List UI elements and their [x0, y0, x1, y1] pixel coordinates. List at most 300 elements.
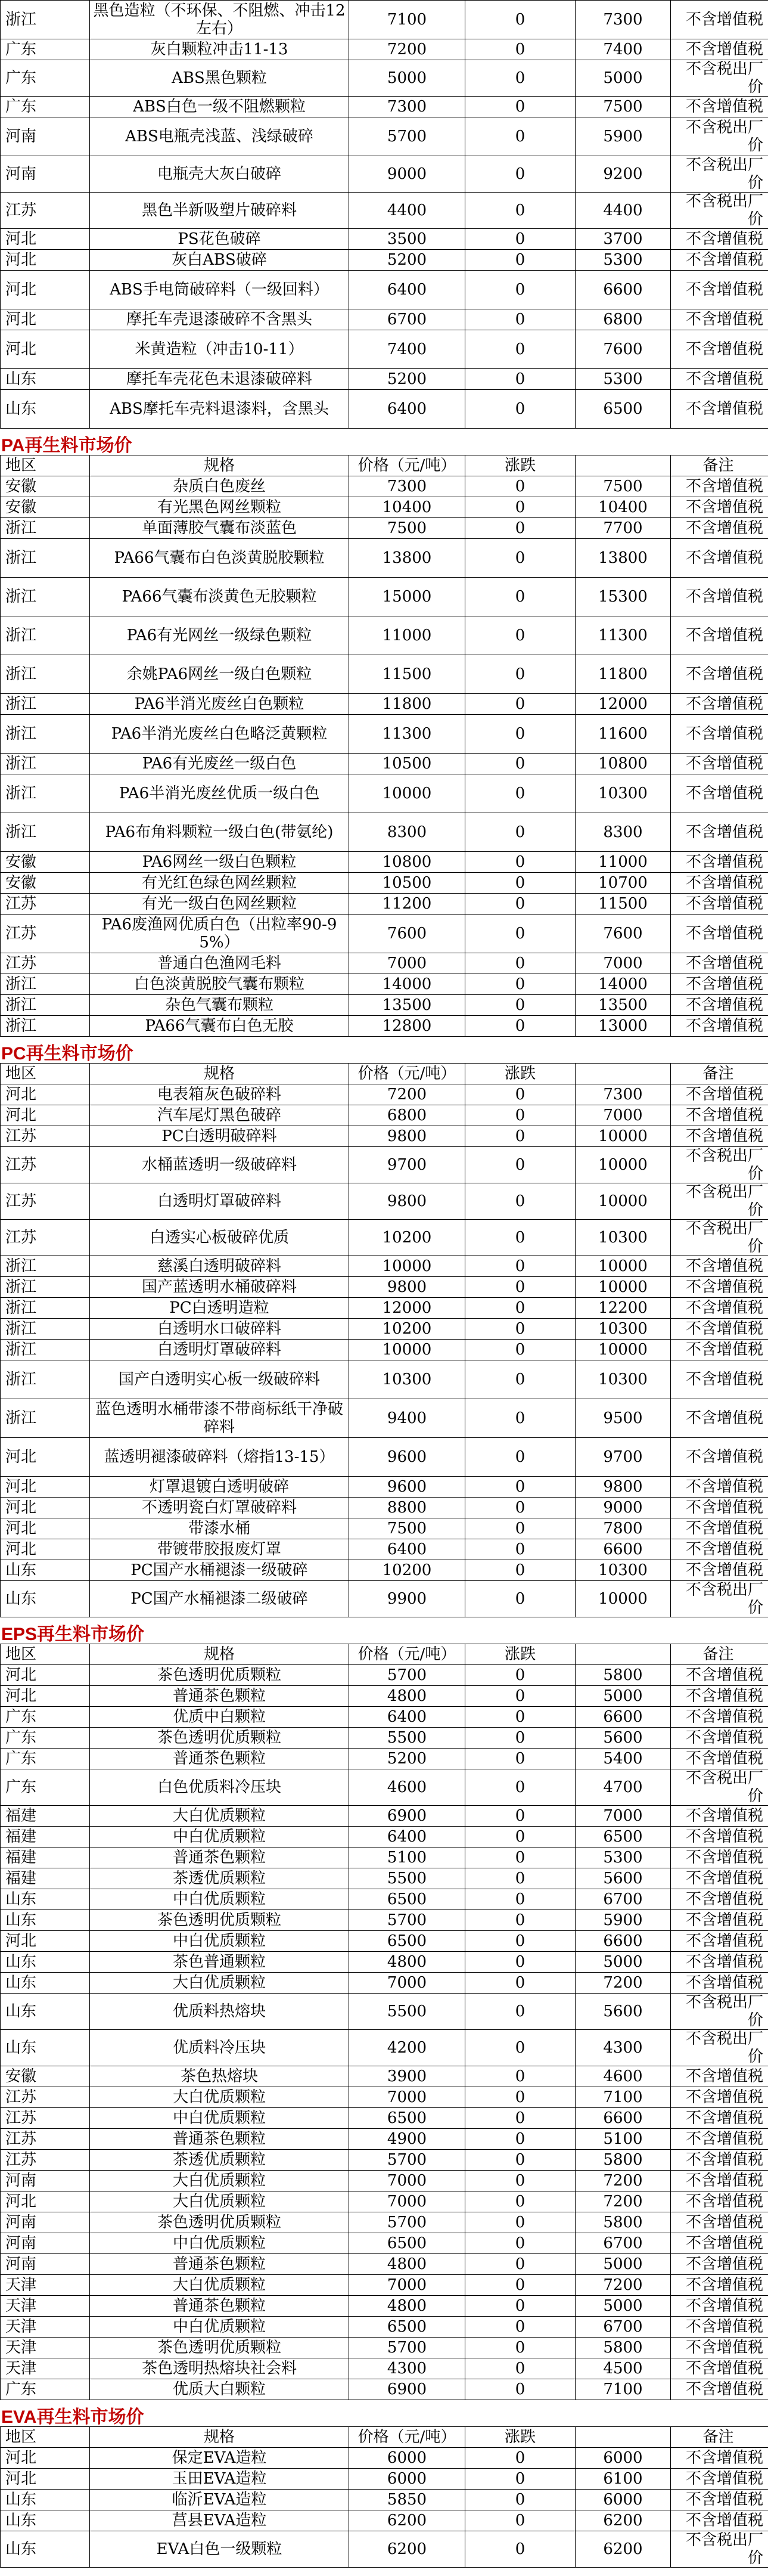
remark-cell: 不含增值税: [671, 2275, 768, 2296]
table-row: [1, 1931, 768, 1952]
previous-price-cell: 10300: [576, 1360, 671, 1399]
change-cell: 0: [465, 2379, 576, 2400]
region-cell: 河南: [1, 117, 90, 156]
previous-price-cell: 4600: [576, 2066, 671, 2087]
spec-cell: 摩托车壳退漆破碎不含黑头: [90, 309, 349, 330]
previous-price-cell: 7700: [576, 518, 671, 539]
previous-price-cell: 9800: [576, 1477, 671, 1498]
spec-cell: 杂色气囊布颗粒: [90, 995, 349, 1016]
previous-price-cell: 5100: [576, 2129, 671, 2150]
price-cell: 10000: [349, 774, 465, 813]
region-cell: 河北: [1, 1518, 90, 1539]
price-cell: 5850: [349, 2490, 465, 2510]
change-cell: 0: [465, 518, 576, 539]
price-cell: 12000: [349, 1298, 465, 1319]
table-row: [1, 1749, 768, 1769]
table-row: [1, 873, 768, 894]
price-cell: 9600: [349, 1438, 465, 1477]
previous-price-cell: 5300: [576, 1847, 671, 1868]
previous-price-cell: 12000: [576, 694, 671, 715]
table-row: [1, 271, 768, 309]
table-row: [1, 1126, 768, 1147]
table-row: [1, 2531, 768, 2568]
table-row: [1, 330, 768, 369]
previous-price-cell: 10300: [576, 1319, 671, 1340]
change-cell: 0: [465, 1183, 576, 1220]
change-cell: 0: [465, 1256, 576, 1277]
remark-cell: 不含增值税: [671, 2469, 768, 2490]
previous-price-cell: 5000: [576, 1952, 671, 1973]
change-cell: 0: [465, 2296, 576, 2317]
spec-cell: ABS黑色颗粒: [90, 60, 349, 97]
previous-header: [576, 2427, 671, 2448]
spec-cell: 普通白色渔网毛料: [90, 953, 349, 974]
remark-cell: 不含增值税: [671, 974, 768, 995]
table-header-row: [1, 1064, 768, 1084]
table-row: [1, 1707, 768, 1728]
table-row: [1, 655, 768, 694]
price-cell: 10500: [349, 873, 465, 894]
region-cell: 河北: [1, 1931, 90, 1952]
region-cell: 江苏: [1, 2108, 90, 2129]
table-row: [1, 2358, 768, 2379]
table-row: [1, 2338, 768, 2358]
region-cell: 江苏: [1, 1126, 90, 1147]
remark-cell: 不含增值税: [671, 1340, 768, 1360]
remark-cell: 不含增值税: [671, 518, 768, 539]
change-cell: 0: [465, 497, 576, 518]
price-cell: 10000: [349, 1340, 465, 1360]
remark-cell: 不含税出厂价: [671, 193, 768, 229]
region-cell: 河南: [1, 2212, 90, 2233]
table-row: [1, 754, 768, 774]
spec-cell: PA6废渔网优质白色（出粒率90-95%）: [90, 915, 349, 953]
previous-header: [576, 455, 671, 476]
previous-price-cell: 6600: [576, 2108, 671, 2129]
price-cell: 8300: [349, 813, 465, 852]
previous-price-cell: 10000: [576, 1126, 671, 1147]
change-cell: 0: [465, 2275, 576, 2296]
change-cell: 0: [465, 1105, 576, 1126]
price-cell: 7300: [349, 97, 465, 117]
remark-cell: 不含增值税: [671, 1319, 768, 1340]
region-cell: 广东: [1, 2379, 90, 2400]
region-cell: 安徽: [1, 2066, 90, 2087]
region-cell: 广东: [1, 97, 90, 117]
region-cell: 安徽: [1, 852, 90, 873]
price-cell: 9700: [349, 1147, 465, 1183]
spec-cell: PC白透明造粒: [90, 1298, 349, 1319]
price-cell: 10300: [349, 1360, 465, 1399]
price-cell: 7000: [349, 2087, 465, 2108]
price-cell: 6800: [349, 1105, 465, 1126]
region-cell: 山东: [1, 1973, 90, 1994]
spec-cell: ABS摩托车壳料退漆料，含黑头: [90, 390, 349, 429]
spec-cell: 白色淡黄脱胶气囊布颗粒: [90, 974, 349, 995]
remark-cell: 不含增值税: [671, 1016, 768, 1037]
price-cell: 7100: [349, 1, 465, 39]
price-cell: 4900: [349, 2129, 465, 2150]
price-cell: 3900: [349, 2066, 465, 2087]
table-row: [1, 894, 768, 915]
change-cell: 0: [465, 1399, 576, 1438]
remark-header: 备注: [671, 1644, 768, 1665]
table-row: [1, 39, 768, 60]
remark-cell: 不含增值税: [671, 1277, 768, 1298]
remark-cell: 不含税出厂价: [671, 117, 768, 156]
section-title: EPS再生料市场价: [1, 1625, 145, 1644]
spec-header: 规格: [90, 1644, 349, 1665]
price-cell: 7000: [349, 1973, 465, 1994]
region-cell: 广东: [1, 1769, 90, 1806]
previous-price-cell: 10000: [576, 1277, 671, 1298]
remark-cell: 不含增值税: [671, 1868, 768, 1889]
remark-cell: 不含增值税: [671, 2191, 768, 2212]
region-cell: 广东: [1, 1749, 90, 1769]
price-cell: 12800: [349, 1016, 465, 1037]
change-cell: 0: [465, 1827, 576, 1847]
table-row: [1, 156, 768, 193]
previous-price-cell: 5300: [576, 250, 671, 271]
spec-cell: 优质料冷压块: [90, 2030, 349, 2066]
change-cell: 0: [465, 754, 576, 774]
previous-price-cell: 15300: [576, 578, 671, 616]
remark-cell: 不含增值税: [671, 1105, 768, 1126]
spec-cell: 茶色透明优质颗粒: [90, 2212, 349, 2233]
change-cell: 0: [465, 39, 576, 60]
table-row: [1, 852, 768, 873]
region-cell: 浙江: [1, 813, 90, 852]
table-row: [1, 1105, 768, 1126]
region-cell: 天津: [1, 2275, 90, 2296]
spec-cell: ABS白色一级不阻燃颗粒: [90, 97, 349, 117]
remark-cell: 不含增值税: [671, 995, 768, 1016]
previous-price-cell: 6700: [576, 1889, 671, 1910]
remark-cell: 不含增值税: [671, 1539, 768, 1560]
table-row: [1, 1868, 768, 1889]
region-cell: 浙江: [1, 655, 90, 694]
change-cell: 0: [465, 193, 576, 229]
remark-cell: 不含税出厂价: [671, 2030, 768, 2066]
price-cell: 5200: [349, 1749, 465, 1769]
remark-cell: 不含增值税: [671, 953, 768, 974]
spec-cell: 摩托车壳花色未退漆破碎料: [90, 369, 349, 390]
price-cell: 5500: [349, 1728, 465, 1749]
change-cell: 0: [465, 1847, 576, 1868]
price-table: [0, 455, 768, 1037]
table-row: [1, 1889, 768, 1910]
table-row: [1, 1399, 768, 1438]
table-row: [1, 1847, 768, 1868]
remark-cell: 不含税出厂价: [671, 1147, 768, 1183]
spec-cell: 普通茶色颗粒: [90, 2296, 349, 2317]
region-cell: 河北: [1, 229, 90, 250]
previous-price-cell: 10000: [576, 1183, 671, 1220]
previous-price-cell: 11800: [576, 655, 671, 694]
spec-header: 规格: [90, 2427, 349, 2448]
remark-cell: 不含增值税: [671, 369, 768, 390]
table-row: [1, 1016, 768, 1037]
table-row: [1, 1973, 768, 1994]
table-row: [1, 369, 768, 390]
previous-price-cell: 5400: [576, 1749, 671, 1769]
remark-cell: 不含增值税: [671, 2066, 768, 2087]
remark-cell: 不含增值税: [671, 2490, 768, 2510]
spec-cell: 灯罩退镀白透明破碎: [90, 1477, 349, 1498]
price-cell: 6900: [349, 1806, 465, 1827]
change-cell: 0: [465, 1973, 576, 1994]
table-row: [1, 1728, 768, 1749]
previous-price-cell: 10000: [576, 1340, 671, 1360]
change-cell: 0: [465, 1749, 576, 1769]
region-cell: 浙江: [1, 616, 90, 655]
change-cell: 0: [465, 873, 576, 894]
spec-cell: 大白优质颗粒: [90, 2087, 349, 2108]
section-4: [0, 2400, 768, 2568]
previous-price-cell: 7800: [576, 1518, 671, 1539]
change-header: 涨跌: [465, 2427, 576, 2448]
change-cell: 0: [465, 2531, 576, 2568]
price-cell: 4800: [349, 1686, 465, 1707]
region-cell: 河北: [1, 330, 90, 369]
price-header: 价格（元/吨）: [349, 1064, 465, 1084]
spec-cell: 普通茶色颗粒: [90, 1686, 349, 1707]
change-cell: 0: [465, 2087, 576, 2108]
spec-cell: 普通茶色颗粒: [90, 1749, 349, 1769]
price-cell: 9800: [349, 1126, 465, 1147]
previous-price-cell: 6800: [576, 309, 671, 330]
change-cell: 0: [465, 2510, 576, 2531]
previous-price-cell: 7200: [576, 1973, 671, 1994]
region-header: 地区: [1, 2427, 90, 2448]
price-cell: 6500: [349, 1889, 465, 1910]
table-row: [1, 2087, 768, 2108]
spec-cell: PA6网丝一级白色颗粒: [90, 852, 349, 873]
spec-cell: 有光红色绿色网丝颗粒: [90, 873, 349, 894]
remark-cell: 不含增值税: [671, 390, 768, 429]
region-cell: 山东: [1, 1910, 90, 1931]
remark-cell: 不含增值税: [671, 309, 768, 330]
spec-cell: 带镀带胶报废灯罩: [90, 1539, 349, 1560]
previous-price-cell: 5000: [576, 60, 671, 97]
remark-cell: 不含增值税: [671, 250, 768, 271]
region-cell: 江苏: [1, 2087, 90, 2108]
table-row: [1, 1360, 768, 1399]
price-cell: 6500: [349, 1931, 465, 1952]
previous-price-cell: 11600: [576, 715, 671, 754]
table-row: [1, 2030, 768, 2066]
region-cell: 安徽: [1, 476, 90, 497]
remark-cell: 不含增值税: [671, 2171, 768, 2191]
change-cell: 0: [465, 2150, 576, 2171]
remark-cell: 不含增值税: [671, 2212, 768, 2233]
price-cell: 15000: [349, 578, 465, 616]
price-cell: 10400: [349, 497, 465, 518]
price-cell: 5700: [349, 1910, 465, 1931]
region-cell: 江苏: [1, 193, 90, 229]
previous-price-cell: 10000: [576, 1581, 671, 1617]
remark-cell: 不含增值税: [671, 1399, 768, 1438]
remark-cell: 不含增值税: [671, 1, 768, 39]
region-cell: 江苏: [1, 1220, 90, 1256]
price-cell: 10200: [349, 1319, 465, 1340]
previous-price-cell: 7300: [576, 1, 671, 39]
region-cell: 浙江: [1, 995, 90, 1016]
spec-cell: 茶色透明优质颗粒: [90, 1665, 349, 1686]
previous-price-cell: 5600: [576, 1994, 671, 2030]
region-cell: 浙江: [1, 715, 90, 754]
table-row: [1, 2066, 768, 2087]
table-row: [1, 953, 768, 974]
remark-cell: 不含增值税: [671, 229, 768, 250]
price-cell: 4200: [349, 2030, 465, 2066]
price-cell: 5500: [349, 1994, 465, 2030]
remark-cell: 不含增值税: [671, 578, 768, 616]
change-cell: 0: [465, 2490, 576, 2510]
remark-cell: 不含增值税: [671, 1952, 768, 1973]
price-cell: 4800: [349, 1952, 465, 1973]
change-cell: 0: [465, 616, 576, 655]
remark-cell: 不含增值税: [671, 1931, 768, 1952]
change-cell: 0: [465, 1477, 576, 1498]
table-header-row: [1, 1644, 768, 1665]
spec-cell: PA6半消光废丝优质一级白色: [90, 774, 349, 813]
remark-cell: 不含增值税: [671, 616, 768, 655]
table-row: [1, 1806, 768, 1827]
spec-cell: 中白优质颗粒: [90, 2108, 349, 2129]
remark-cell: 不含税出厂价: [671, 60, 768, 97]
change-cell: 0: [465, 1498, 576, 1518]
price-cell: 4400: [349, 193, 465, 229]
spec-cell: 水桶蓝透明一级破碎料: [90, 1147, 349, 1183]
table-row: [1, 1665, 768, 1686]
table-row: [1, 1220, 768, 1256]
remark-cell: 不含增值税: [671, 852, 768, 873]
spec-cell: 慈溪白透明破碎料: [90, 1256, 349, 1277]
price-cell: 6400: [349, 1827, 465, 1847]
spec-cell: 中白优质颗粒: [90, 2233, 349, 2254]
change-cell: 0: [465, 2030, 576, 2066]
change-cell: 0: [465, 539, 576, 578]
remark-header: 备注: [671, 2427, 768, 2448]
spec-cell: 蓝色透明水桶带漆不带商标纸干净破碎料: [90, 1399, 349, 1438]
change-cell: 0: [465, 995, 576, 1016]
price-cell: 14000: [349, 974, 465, 995]
remark-cell: 不含增值税: [671, 873, 768, 894]
region-cell: 山东: [1, 1581, 90, 1617]
table-row: [1, 250, 768, 271]
remark-cell: 不含增值税: [671, 1665, 768, 1686]
previous-price-cell: 6200: [576, 2531, 671, 2568]
price-cell: 6500: [349, 2108, 465, 2129]
previous-price-cell: 6000: [576, 2490, 671, 2510]
price-cell: 13500: [349, 995, 465, 1016]
spec-cell: 黑色造粒（不环保、不阻燃、冲击12左右）: [90, 1, 349, 39]
table-row: [1, 694, 768, 715]
change-cell: 0: [465, 2066, 576, 2087]
change-cell: 0: [465, 2233, 576, 2254]
region-cell: 浙江: [1, 1256, 90, 1277]
region-header: 地区: [1, 1644, 90, 1665]
spec-cell: 普通茶色颗粒: [90, 1847, 349, 1868]
price-table: [0, 0, 768, 429]
region-cell: 河北: [1, 2191, 90, 2212]
previous-price-cell: 5900: [576, 1910, 671, 1931]
price-cell: 6700: [349, 309, 465, 330]
remark-cell: 不含增值税: [671, 2150, 768, 2171]
change-header: 涨跌: [465, 1064, 576, 1084]
change-cell: 0: [465, 1126, 576, 1147]
region-cell: 山东: [1, 390, 90, 429]
region-cell: 河北: [1, 309, 90, 330]
remark-cell: 不含税出厂价: [671, 2531, 768, 2568]
table-row: [1, 193, 768, 229]
region-cell: 河北: [1, 1665, 90, 1686]
spec-header: 规格: [90, 455, 349, 476]
remark-cell: 不含增值税: [671, 2448, 768, 2469]
price-table: [0, 1063, 768, 1617]
price-cell: 5200: [349, 250, 465, 271]
remark-cell: 不含增值税: [671, 97, 768, 117]
table-header-row: [1, 2427, 768, 2448]
spec-cell: 灰白颗粒冲击11-13: [90, 39, 349, 60]
change-cell: 0: [465, 117, 576, 156]
price-cell: 3500: [349, 229, 465, 250]
change-cell: 0: [465, 250, 576, 271]
change-cell: 0: [465, 974, 576, 995]
previous-price-cell: 7200: [576, 2191, 671, 2212]
previous-price-cell: 9200: [576, 156, 671, 193]
table-row: [1, 1340, 768, 1360]
spec-cell: 大白优质颗粒: [90, 2191, 349, 2212]
remark-cell: 不含增值税: [671, 2317, 768, 2338]
previous-price-cell: 9700: [576, 1438, 671, 1477]
change-cell: 0: [465, 1769, 576, 1806]
previous-price-cell: 4500: [576, 2358, 671, 2379]
region-cell: 山东: [1, 1994, 90, 2030]
table-row: [1, 1560, 768, 1581]
price-cell: 9800: [349, 1277, 465, 1298]
remark-cell: 不含增值税: [671, 1806, 768, 1827]
region-cell: 河北: [1, 271, 90, 309]
change-cell: 0: [465, 1438, 576, 1477]
table-row: [1, 390, 768, 429]
table-row: [1, 1319, 768, 1340]
remark-cell: 不含税出厂价: [671, 1183, 768, 1220]
change-cell: 0: [465, 715, 576, 754]
region-cell: 浙江: [1, 1298, 90, 1319]
previous-price-cell: 5000: [576, 1686, 671, 1707]
change-cell: 0: [465, 2171, 576, 2191]
price-cell: 7200: [349, 39, 465, 60]
previous-price-cell: 10700: [576, 873, 671, 894]
table-row: [1, 774, 768, 813]
spec-cell: 中白优质颗粒: [90, 1827, 349, 1847]
table-row: [1, 995, 768, 1016]
previous-price-cell: 5000: [576, 2296, 671, 2317]
price-cell: 11500: [349, 655, 465, 694]
spec-cell: 茶透优质颗粒: [90, 1868, 349, 1889]
remark-cell: 不含增值税: [671, 497, 768, 518]
spec-cell: PA6有光废丝一级白色: [90, 754, 349, 774]
previous-price-cell: 13800: [576, 539, 671, 578]
remark-header: 备注: [671, 455, 768, 476]
previous-price-cell: 12200: [576, 1298, 671, 1319]
spec-cell: 优质料热熔块: [90, 1994, 349, 2030]
table-row: [1, 2275, 768, 2296]
spec-cell: 优质大白颗粒: [90, 2379, 349, 2400]
table-row: [1, 1438, 768, 1477]
